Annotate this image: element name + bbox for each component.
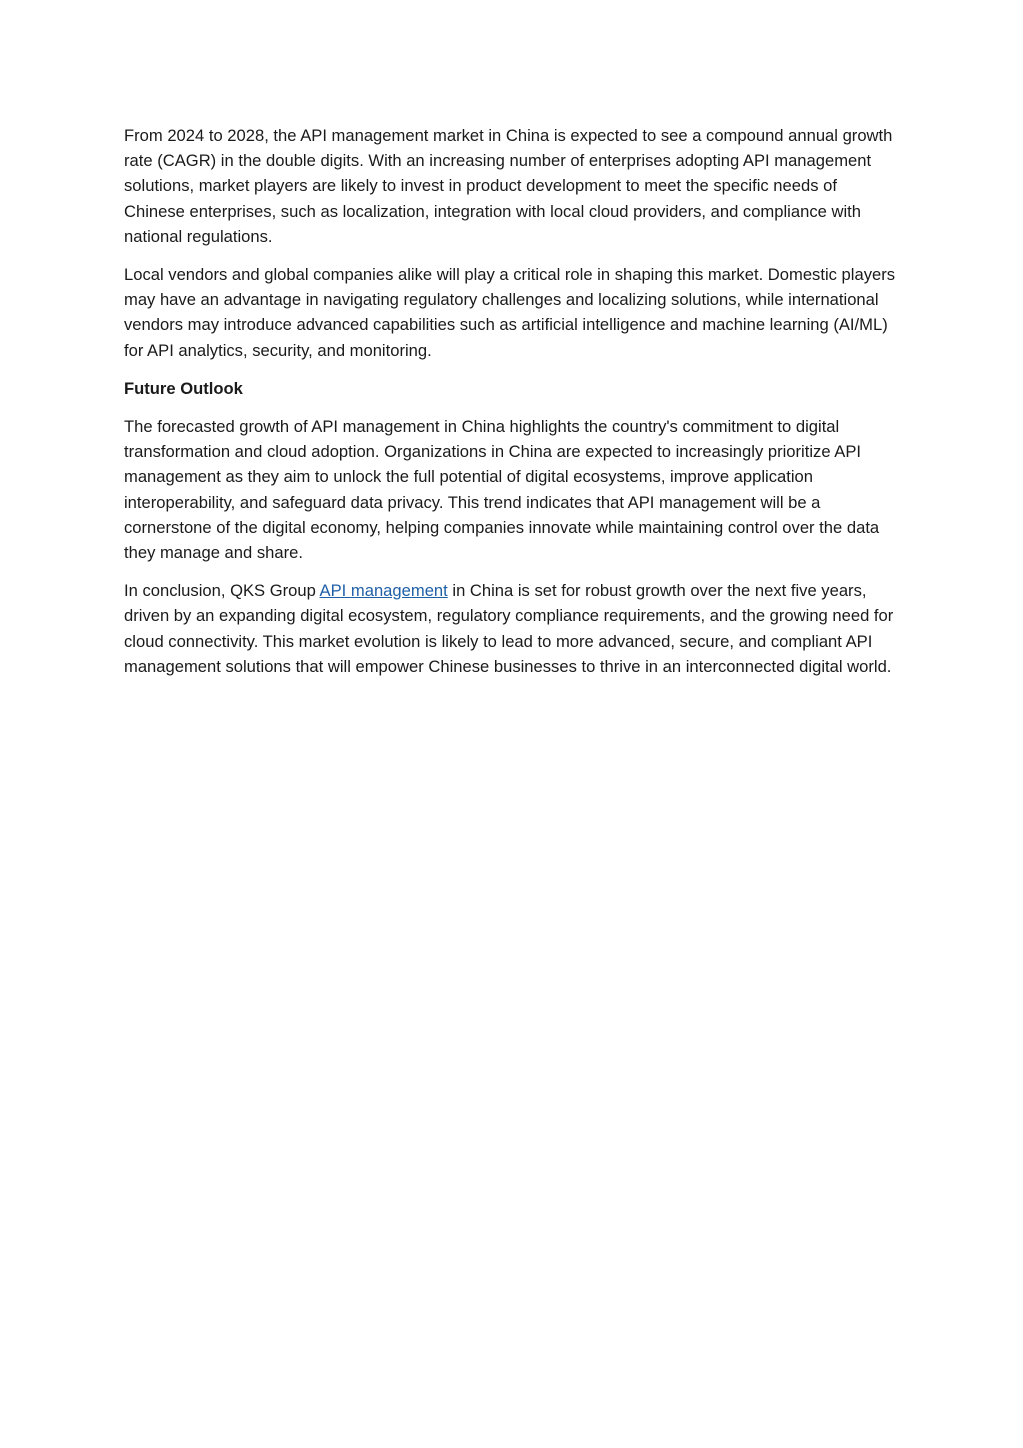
api-management-link[interactable]: API management xyxy=(319,581,448,601)
paragraph-vendors: Local vendors and global companies alike will play a critical role in shaping this market. Domestic players may have an advantage in navigating regulatory challenges and localizing solutions, while international vendors may introduce advanced capabilities such as artificial intelligence and machine learning (AI/ML) for API analytics, security, and monitoring. xyxy=(124,265,896,360)
paragraph-conclusion-start: In conclusion, QKS Group xyxy=(124,581,320,601)
paragraph-conclusion-end: in China is set for robust growth over the next five years, driven by an expanding digital ecosystem, regulatory compliance requirements, and the growing need for cloud connectivity. This market evolution is likely to lead to more advanced, secure, and compliant API management solutions that will empower Chinese businesses to thrive in an interconnected digital world. xyxy=(124,581,894,676)
heading-future-outlook: Future Outlook xyxy=(124,378,243,398)
paragraph-conclusion xyxy=(124,578,898,679)
document-body xyxy=(124,123,898,692)
paragraph-market-growth: From 2024 to 2028, the API management market in China is expected to see a compound annual growth rate (CAGR) in the double digits. With an increasing number of enterprises adopting API management solutions, market players are likely to invest in product development to meet the specific needs of Chinese enterprises, such as localization, integration with local cloud providers, and compliance with national regulations. xyxy=(124,126,893,246)
paragraph-forecast: The forecasted growth of API management in China highlights the country's commitment to digital transformation and cloud adoption. Organizations in China are expected to increasingly prioritize API management as they aim to unlock the full potential of digital ecosystems, improve application interoperability, and safeguard data privacy. This trend indicates that API management will be a cornerstone of the digital economy, helping companies innovate while maintaining control over the data they manage and share. xyxy=(124,417,880,563)
